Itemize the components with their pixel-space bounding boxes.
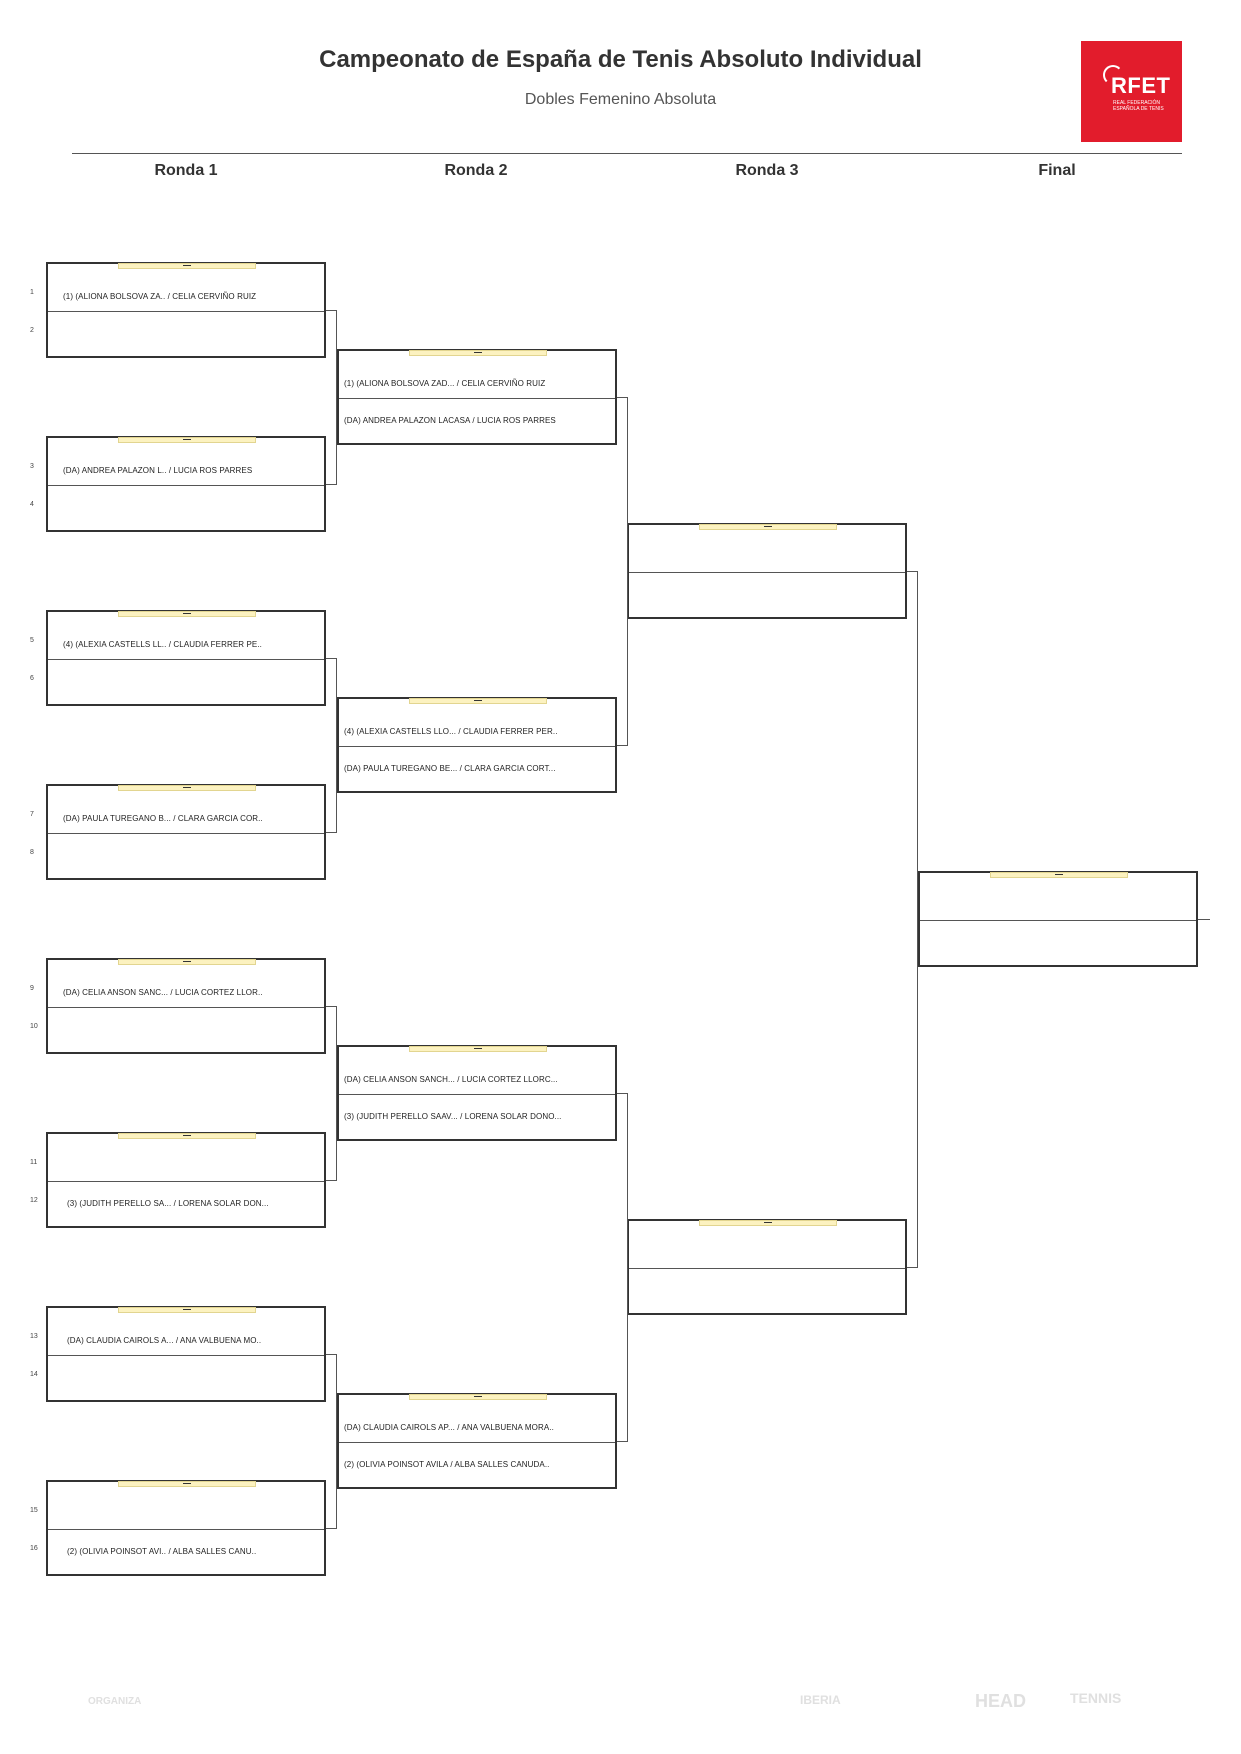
score-tag [118, 1133, 256, 1139]
match-r1-3 [46, 610, 326, 706]
match-final [918, 871, 1198, 967]
bracket-connector [336, 1006, 337, 1181]
bracket-connector [326, 1006, 336, 1007]
match-r3-2 [627, 1219, 907, 1315]
bracket-connector [907, 1267, 917, 1268]
draw-position: 15 [30, 1507, 38, 1514]
bracket-connector [336, 310, 337, 485]
draw-position: 1 [30, 289, 34, 296]
draw-position: 11 [30, 1159, 38, 1166]
bracket-connector [907, 571, 917, 572]
bracket-connector [336, 1354, 337, 1529]
draw-position: 2 [30, 327, 34, 334]
draw-position: 12 [30, 1197, 38, 1204]
draw-position: 6 [30, 675, 34, 682]
bracket-connector [917, 571, 918, 1268]
match-divider [48, 485, 324, 486]
team-a-name: (DA) ANDREA PALAZON L.. / LUCIA ROS PARRES [63, 466, 253, 475]
round-header-final: Final [1038, 162, 1076, 179]
team-b-name: (DA) ANDREA PALAZON LACASA / LUCIA ROS PARRES [344, 416, 556, 425]
bracket-connector [617, 397, 627, 398]
score-tag [118, 437, 256, 443]
team-a-name: (DA) CELIA ANSON SANC... / LUCIA CORTEZ LLOR.. [63, 988, 263, 997]
bracket-connector [627, 1093, 628, 1442]
match-r1-4 [46, 784, 326, 880]
match-r1-1 [46, 262, 326, 358]
score-tag [990, 872, 1128, 878]
match-divider [48, 1355, 324, 1356]
round-header-2: Ronda 2 [444, 162, 508, 179]
sponsor-logo-1: ORGANIZA [88, 1696, 142, 1707]
team-b-name: (2) (OLIVIA POINSOT AVILA / ALBA SALLES CANUDA.. [344, 1460, 550, 1469]
score-tag [409, 1394, 547, 1400]
team-a-name: (4) (ALEXIA CASTELLS LL.. / CLAUDIA FERRER PE.. [63, 640, 262, 649]
match-r1-7 [46, 1306, 326, 1402]
bracket-connector [617, 745, 627, 746]
score-tag [409, 698, 547, 704]
score-tag [118, 959, 256, 965]
team-b-name: (2) (OLIVIA POINSOT AVI.. / ALBA SALLES CANU.. [67, 1547, 257, 1556]
match-divider [48, 1529, 324, 1530]
match-r1-8 [46, 1480, 326, 1576]
draw-position: 4 [30, 501, 34, 508]
draw-position: 10 [30, 1023, 38, 1030]
match-r2-4 [337, 1393, 617, 1489]
team-a-name: (DA) CLAUDIA CAIROLS AP... / ANA VALBUENA MORA.. [344, 1423, 554, 1432]
bracket-connector [326, 832, 336, 833]
team-a-name: (1) (ALIONA BOLSOVA ZAD... / CELIA CERVIÑO RUIZ [344, 379, 546, 388]
bracket-connector [326, 1180, 336, 1181]
score-tag [699, 524, 837, 530]
match-divider [48, 1007, 324, 1008]
match-divider [48, 1181, 324, 1182]
draw-position: 13 [30, 1333, 38, 1340]
match-r2-1 [337, 349, 617, 445]
sponsor-logo-iberia: IBERIA [800, 1693, 841, 1707]
team-a-name: (1) (ALIONA BOLSOVA ZA.. / CELIA CERVIÑO RUIZ [63, 292, 257, 301]
round-header-1: Ronda 1 [154, 162, 218, 179]
bracket-connector [326, 1354, 336, 1355]
match-divider [48, 659, 324, 660]
logo-line2: ESPAÑOLA DE TENIS [1113, 106, 1164, 112]
match-r1-6 [46, 1132, 326, 1228]
bracket-connector [326, 658, 336, 659]
logo-line1: REAL FEDERACIÓN [1113, 100, 1161, 106]
match-r3-1 [627, 523, 907, 619]
page-title: Campeonato de España de Tenis Absoluto Individual [319, 46, 922, 73]
score-tag [118, 263, 256, 269]
draw-position: 3 [30, 463, 34, 470]
draw-position: 8 [30, 849, 34, 856]
match-divider [339, 746, 615, 747]
team-b-name: (3) (JUDITH PERELLO SAAV... / LORENA SOLAR DONO... [344, 1112, 562, 1121]
match-divider [629, 1268, 905, 1269]
match-divider [339, 398, 615, 399]
bracket-connector [326, 484, 336, 485]
score-tag [699, 1220, 837, 1226]
bracket-connector [1198, 919, 1210, 920]
score-tag [409, 350, 547, 356]
draw-position: 7 [30, 811, 34, 818]
draw-position: 5 [30, 637, 34, 644]
score-tag [118, 611, 256, 617]
match-divider [920, 920, 1196, 921]
score-tag [118, 785, 256, 791]
team-a-name: (4) (ALEXIA CASTELLS LLO... / CLAUDIA FERRER PER.. [344, 727, 558, 736]
bracket-connector [617, 1093, 627, 1094]
match-r1-2 [46, 436, 326, 532]
match-divider [339, 1094, 615, 1095]
rfet-logo [1081, 41, 1182, 142]
score-tag [409, 1046, 547, 1052]
draw-position: 9 [30, 985, 34, 992]
match-r1-5 [46, 958, 326, 1054]
draw-position: 14 [30, 1371, 38, 1378]
match-divider [629, 572, 905, 573]
bracket-connector [326, 310, 336, 311]
logo-text: RFET [1111, 73, 1171, 98]
match-r2-2 [337, 697, 617, 793]
match-divider [339, 1442, 615, 1443]
bracket-connector [627, 397, 628, 746]
draw-position: 16 [30, 1545, 38, 1552]
match-r2-3 [337, 1045, 617, 1141]
score-tag [118, 1481, 256, 1487]
page-subtitle: Dobles Femenino Absoluta [524, 91, 717, 108]
bracket-connector [617, 1441, 627, 1442]
bracket-connector [326, 1528, 336, 1529]
bracket-connector [336, 658, 337, 833]
team-a-name: (DA) PAULA TUREGANO B... / CLARA GARCIA COR.. [63, 814, 263, 823]
header-divider [72, 153, 1182, 154]
score-tag [118, 1307, 256, 1313]
team-b-name: (3) (JUDITH PERELLO SA... / LORENA SOLAR DON... [67, 1199, 269, 1208]
sponsor-logo-tennis: TENNIS [1070, 1690, 1122, 1706]
team-b-name: (DA) PAULA TUREGANO BE... / CLARA GARCIA CORT... [344, 764, 556, 773]
team-a-name: (DA) CLAUDIA CAIROLS A... / ANA VALBUENA MO.. [67, 1336, 262, 1345]
round-header-3: Ronda 3 [735, 162, 799, 179]
team-a-name: (DA) CELIA ANSON SANCH... / LUCIA CORTEZ LLORC... [344, 1075, 558, 1084]
sponsor-logo-head: HEAD [975, 1691, 1027, 1711]
match-divider [48, 311, 324, 312]
match-divider [48, 833, 324, 834]
